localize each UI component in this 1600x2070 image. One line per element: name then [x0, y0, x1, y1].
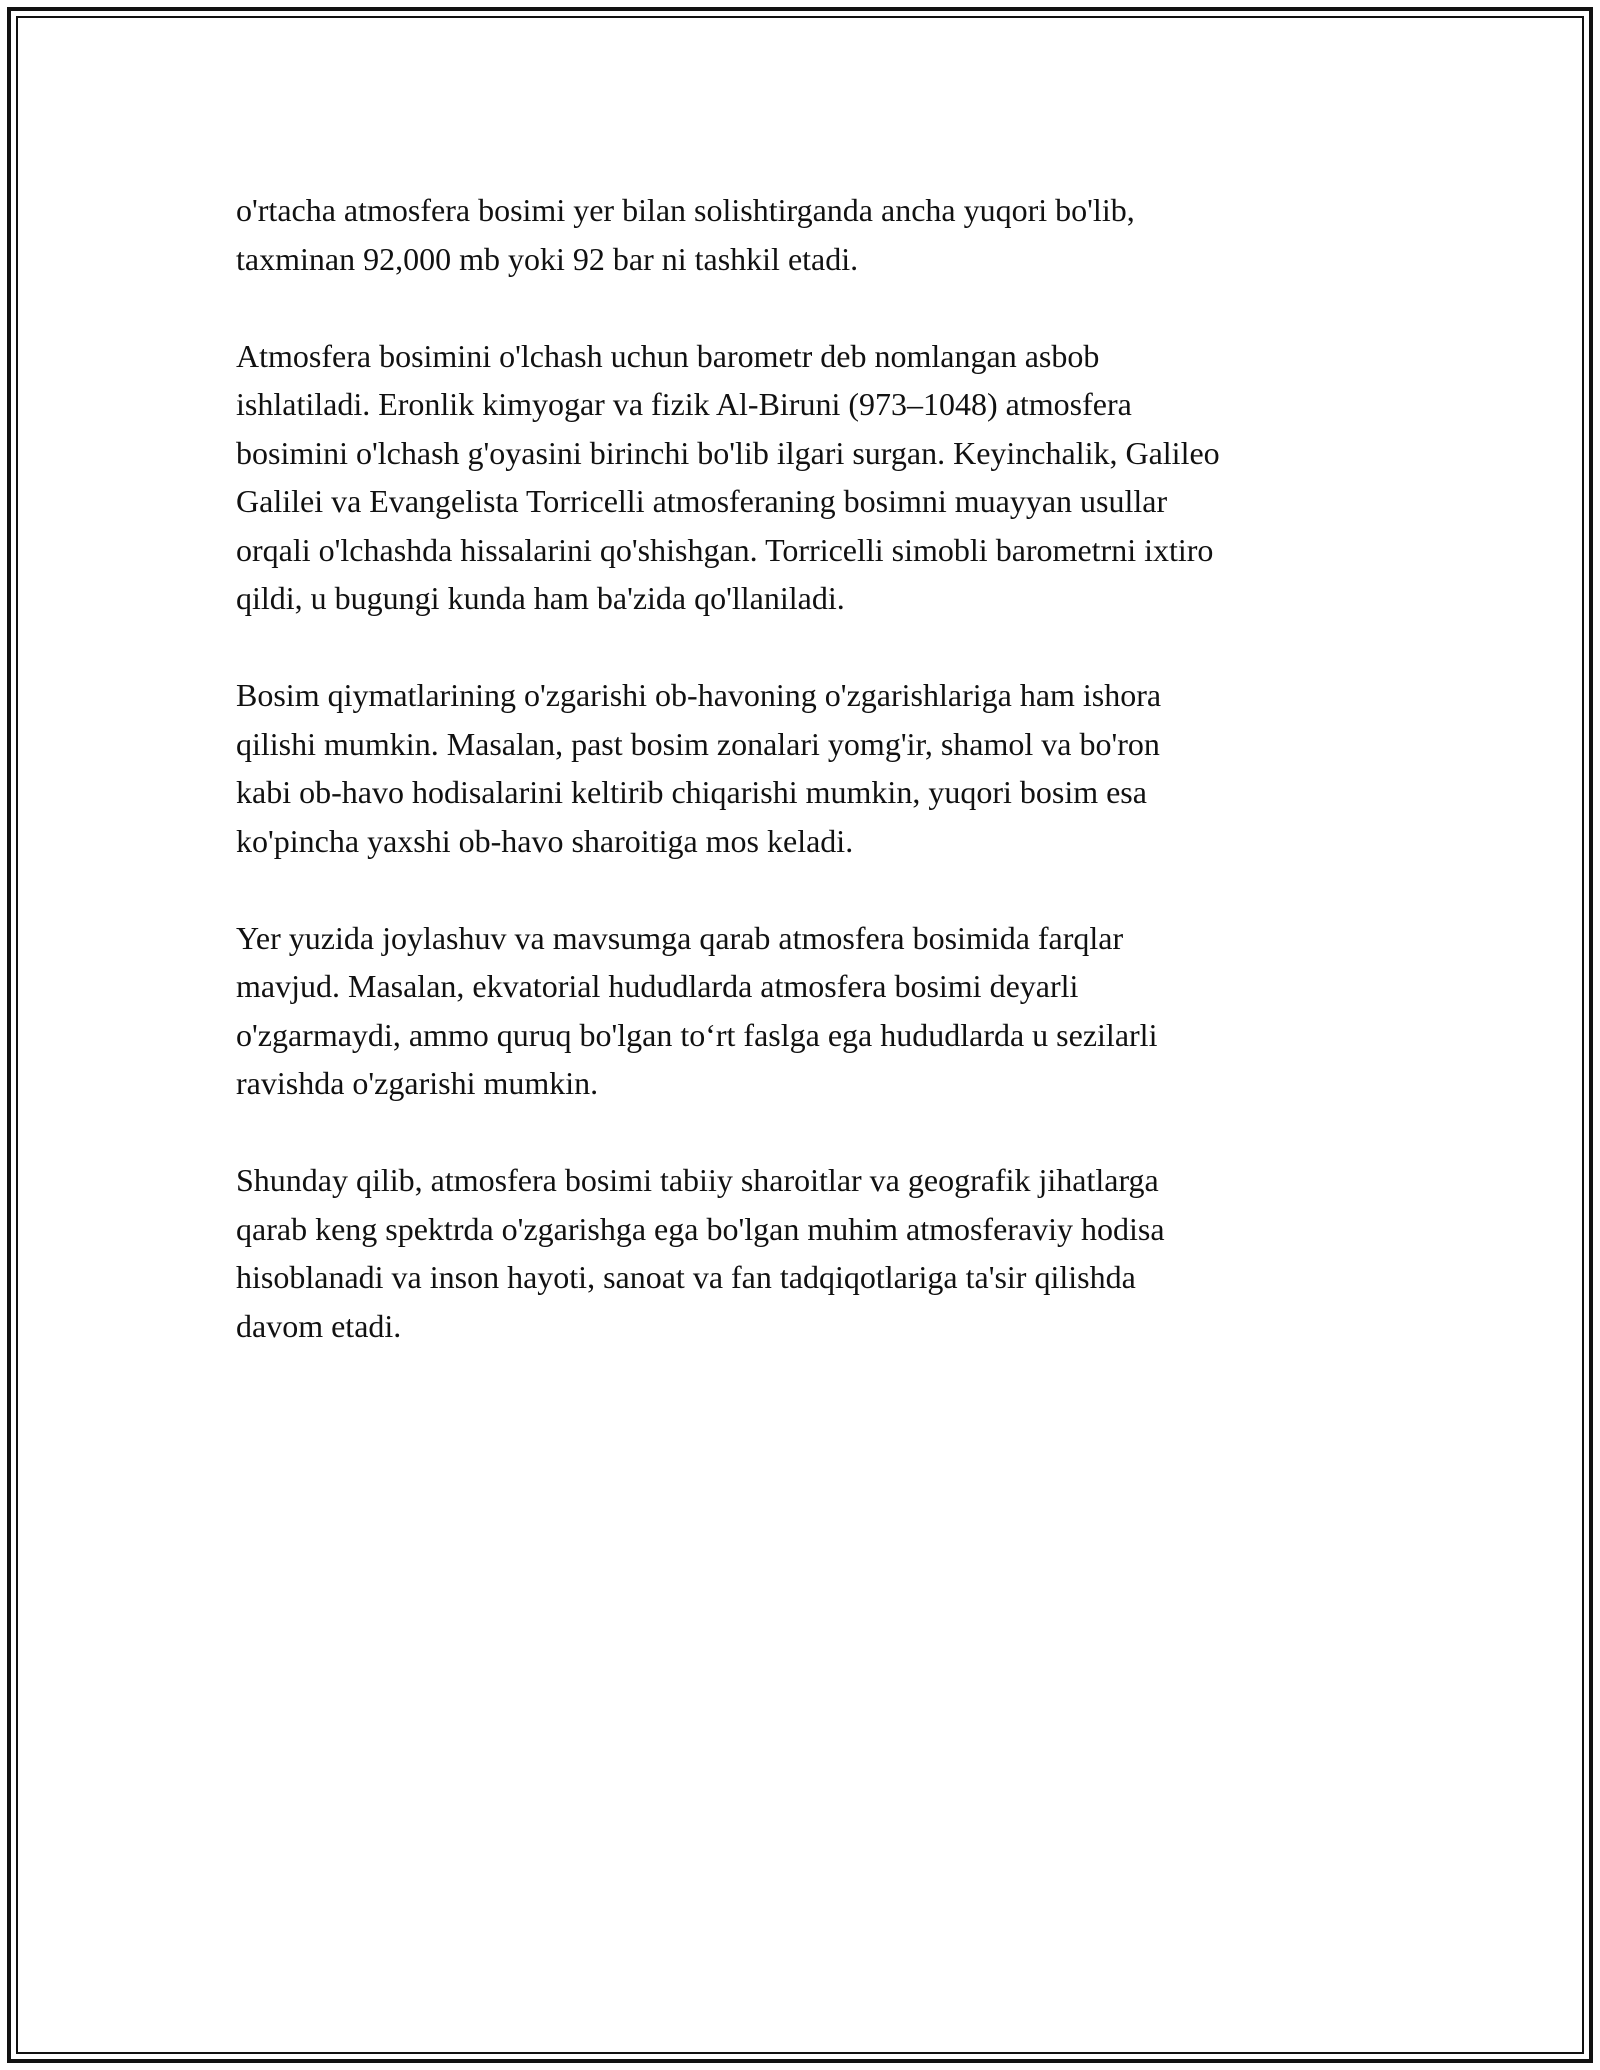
text-line: Atmosfera bosimini o'lchash uchun barometr deb nomlangan asbob	[236, 337, 1100, 374]
text-line: qilishi mumkin. Masalan, past bosim zonalari yomg'ir, shamol va bo'ron	[236, 725, 1160, 762]
text-line: orqali o'lchashda hissalarini qo'shishgan. Torricelli simobli barometrni ixtiro	[236, 531, 1214, 568]
text-line: Yer yuzida joylashuv va mavsumga qarab atmosfera bosimida farqlar	[236, 919, 1124, 956]
text-line: hisoblanadi va inson hayoti, sanoat va fan tadqiqotlariga ta'sir qilishda	[236, 1259, 1136, 1295]
text-line: ko'pincha yaxshi ob-havo sharoitiga mos keladi.	[236, 822, 854, 859]
text-line: bosimini o'lchash g'oyasini birinchi bo'lib ilgari surgan. Keyinchalik, Galileo	[236, 434, 1220, 471]
text-line: ishlatiladi. Eronlik kimyogar va fizik Al-Biruni (973–1048) atmosfera	[236, 386, 1132, 422]
text-line: Bosim qiymatlarining o'zgarishi ob-havoning o'zgarishlariga ham ishora	[236, 677, 1162, 713]
paragraph-3	[236, 671, 1376, 865]
text-line: o'rtacha atmosfera bosimi yer bilan solishtirganda ancha yuqori bo'lib,	[236, 192, 1135, 228]
text-line: o'zgarmaydi, ammo quruq bo'lgan to‘rt faslga ega hududlarda u sezilarli	[236, 1016, 1158, 1053]
text-line: Shunday qilib, atmosfera bosimi tabiiy sharoitlar va geografik jihatlarga	[236, 1162, 1159, 1198]
text-line: mavjud. Masalan, ekvatorial hududlarda atmosfera bosimi deyarli	[236, 968, 1079, 1004]
text-line: kabi ob-havo hodisalarini keltirib chiqarishi mumkin, yuqori bosim esa	[236, 774, 1147, 810]
text-line: ravishda o'zgarishi mumkin.	[236, 1065, 599, 1101]
paragraph-2	[236, 332, 1376, 623]
text-line: qildi, u bugungi kunda ham ba'zida qo'llaniladi.	[236, 580, 845, 616]
text-line: davom etadi.	[236, 1307, 402, 1344]
paragraph-4	[236, 914, 1376, 1108]
text-line: taxminan 92,000 mb yoki 92 bar ni tashkil etadi.	[236, 240, 859, 277]
document-body	[236, 186, 1376, 1399]
text-line: qarab keng spektrda o'zgarishga ega bo'lgan muhim atmosferaviy hodisa	[236, 1210, 1165, 1247]
text-line: Galilei va Evangelista Torricelli atmosferaning bosimni muayyan usullar	[236, 483, 1168, 519]
paragraph-1	[236, 186, 1376, 283]
paragraph-5	[236, 1156, 1376, 1350]
